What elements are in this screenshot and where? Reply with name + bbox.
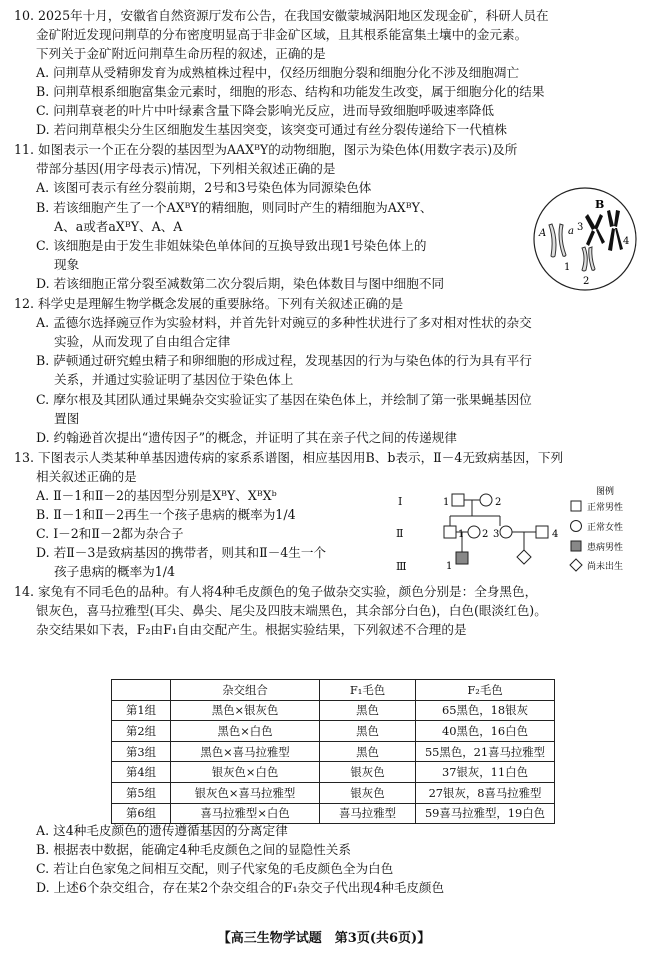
table-cell: 第2组 bbox=[112, 721, 171, 742]
pedigree-II3-female bbox=[500, 526, 512, 538]
table-cell: 37银灰，11白色 bbox=[416, 762, 555, 783]
table-cell: 黑色 bbox=[320, 741, 416, 762]
cell-outline bbox=[534, 188, 636, 290]
q12-option-a-line2: 实验，从而发现了自由组合定律 bbox=[54, 334, 231, 349]
table-cell: 黑色 bbox=[320, 721, 416, 742]
table-cell: 黑色×银灰色 bbox=[171, 700, 320, 721]
q12-option-b-line2: 关系，并通过实验证明了基因位于染色体上 bbox=[54, 372, 294, 387]
table-cell: 第4组 bbox=[112, 762, 171, 783]
q14-option-d: D. 上述6个杂交组合，存在某2个杂交组合的F₁杂交子代出现4种毛皮颜色 bbox=[36, 880, 445, 895]
pedigree-num-III1: 1 bbox=[446, 561, 453, 572]
q13-option-d-line1: D. 若Ⅱ－3是致病基因的携带者，则其和Ⅱ－4生一个 bbox=[36, 545, 327, 560]
legend-affected-symbol bbox=[571, 541, 581, 551]
table-cell: 27银灰，8喜马拉雅型 bbox=[416, 782, 555, 803]
q12-option-a-line1: A. 孟德尔选择豌豆作为实验材料，并首先针对豌豆的多种性状进行了多对相对性状的杂交 bbox=[36, 315, 532, 330]
q11-option-c-line2: 现象 bbox=[54, 257, 80, 272]
q11-stem-line2: 带部分基因(用字母表示)情况，下列相关叙述正确的是 bbox=[36, 161, 336, 176]
q10-option-a: A. 问荆草从受精卵发育为成熟植株过程中，仅经历细胞分裂和细胞分化不涉及细胞凋亡 bbox=[36, 65, 520, 80]
q13-option-b: B. Ⅱ－1和Ⅱ－2再生一个孩子患病的概率为1/4 bbox=[36, 507, 296, 522]
gene-label-A: A bbox=[539, 228, 547, 239]
q13-option-d-line2: 孩子患病的概率为1/4 bbox=[54, 564, 176, 579]
table-row bbox=[112, 762, 555, 783]
table-cell: 65黑色，18银灰 bbox=[416, 700, 555, 721]
table-cell: 喜马拉雅型×白色 bbox=[171, 803, 320, 824]
table-header-cell bbox=[112, 680, 171, 701]
q12-option-b-line1: B. 萨顿通过研究蝗虫精子和卵细胞的形成过程，发现基因的行为与染色体的行为具有平行 bbox=[36, 353, 532, 368]
pedigree-num-II2: 2 bbox=[482, 529, 489, 540]
pedigree-III1-affected-male bbox=[456, 552, 468, 564]
q14-stem-line2: 银灰色，喜马拉雅型(耳尖、鼻尖、尾尖及四肢末端黑色，其余部分白色)，白色(眼淡红色)。 bbox=[36, 603, 547, 618]
generation-label-3: Ⅲ bbox=[396, 560, 407, 573]
chromosome-number-3: 3 bbox=[577, 222, 584, 233]
legend-title: 图例 bbox=[596, 487, 615, 497]
table-cell: 银灰色×喜马拉雅型 bbox=[171, 782, 320, 803]
q11-option-b-line2: A、a或者aXᴮY、A、A bbox=[54, 219, 183, 234]
legend-unborn-symbol bbox=[570, 559, 582, 571]
table-header-cell: F₂毛色 bbox=[416, 680, 555, 701]
q11-option-c-line1: C. 该细胞是由于发生非姐妹染色单体间的互换导致出现1号染色体上的 bbox=[36, 238, 427, 253]
generation-label-1: Ⅰ bbox=[398, 495, 403, 508]
pedigree-num-II1: 1 bbox=[458, 529, 465, 540]
table-header-row bbox=[112, 680, 555, 701]
table-row bbox=[112, 721, 555, 742]
q14-stem-line3: 杂交结果如下表，F₂由F₁自由交配产生。根据实验结果，下列叙述不合理的是 bbox=[36, 622, 467, 637]
q10-option-d: D. 若问荆草根尖分生区细胞发生基因突变，该突变可通过有丝分裂传递给下一代植株 bbox=[36, 122, 508, 137]
pedigree-chart bbox=[396, 486, 642, 578]
table-cell: 55黑色，21喜马拉雅型 bbox=[416, 741, 555, 762]
q10-stem-line2: 金矿附近发现问荆草的分布密度明显高于非金矿区域，且其根系能富集土壤中的金元素。 bbox=[36, 27, 528, 42]
pedigree-num-II4: 4 bbox=[552, 529, 559, 540]
q13-stem-line2: 相关叙述正确的是 bbox=[36, 469, 137, 484]
cross-results-table bbox=[111, 679, 555, 824]
q12-option-d: D. 约翰逊首次提出“遗传因子”的概念，并证明了其在亲子代之间的传递规律 bbox=[36, 430, 457, 445]
table-cell: 银灰色 bbox=[320, 762, 416, 783]
table-row bbox=[112, 741, 555, 762]
page-footer: 【高三生物学试题 第3页(共6页)】 bbox=[217, 931, 431, 946]
generation-label-2: Ⅱ bbox=[396, 527, 404, 540]
legend-unborn: 尚未出生 bbox=[587, 562, 624, 572]
q10-option-c: C. 问荆草衰老的叶片中叶绿素含量下降会影响光反应，进而导致细胞呼吸速率降低 bbox=[36, 103, 494, 118]
table-cell: 黑色×白色 bbox=[171, 721, 320, 742]
pedigree-I2-female bbox=[480, 494, 492, 506]
legend-normal-male: 正常男性 bbox=[587, 503, 624, 513]
legend-affected-male: 患病男性 bbox=[587, 543, 624, 553]
q14-option-a: A. 这4种毛皮颜色的遗传遵循基因的分离定律 bbox=[36, 823, 288, 838]
legend-male-symbol bbox=[571, 501, 581, 511]
table-cell: 喜马拉雅型 bbox=[320, 803, 416, 824]
pedigree-num-I1: 1 bbox=[443, 497, 450, 508]
table-header-cell: F₁毛色 bbox=[320, 680, 416, 701]
q13-stem-line1: 13. 下图表示人类某种单基因遗传病的家系系谱图，相应基因用B、b表示，Ⅱ－4无致病基因，下列 bbox=[14, 450, 564, 465]
table-cell: 59喜马拉雅型，19白色 bbox=[416, 803, 555, 824]
pedigree-II2-female bbox=[468, 526, 480, 538]
q14-option-c: C. 若让白色家兔之间相互交配，则子代家兔的毛皮颜色全为白色 bbox=[36, 861, 394, 876]
pedigree-num-II3: 3 bbox=[493, 529, 500, 540]
table-row bbox=[112, 782, 555, 803]
table-cell: 第1组 bbox=[112, 700, 171, 721]
table-cell: 黑色 bbox=[320, 700, 416, 721]
q10-stem-line3: 下列关于金矿附近问荆草生命历程的叙述，正确的是 bbox=[36, 46, 326, 61]
table-cell: 第5组 bbox=[112, 782, 171, 803]
chromosome-number-1: 1 bbox=[564, 262, 571, 273]
q10-stem-line1: 10. 2025年十月，安徽省自然资源厅发布公告，在我国安徽蒙城涡阳地区发现金矿，科研人员在 bbox=[14, 8, 549, 23]
q10-option-b: B. 问荆草根系细胞富集金元素时，细胞的形态、结构和功能发生改变，属于细胞分化的结果 bbox=[36, 84, 545, 99]
table-row bbox=[112, 803, 555, 824]
q13-option-a: A. Ⅱ－1和Ⅱ－2的基因型分别是XᴮY、XᴮXᵇ bbox=[36, 488, 277, 503]
q11-option-d: D. 若该细胞正常分裂至减数第二次分裂后期，染色体数目与图中细胞不同 bbox=[36, 276, 445, 291]
pedigree-II4-male bbox=[536, 526, 548, 538]
q12-option-c-line2: 置图 bbox=[54, 411, 80, 426]
table-cell: 黑色×喜马拉雅型 bbox=[171, 741, 320, 762]
legend-female-symbol bbox=[571, 521, 582, 532]
q12-stem: 12. 科学史是理解生物学概念发展的重要脉络。下列有关叙述正确的是 bbox=[14, 296, 404, 311]
chromosome-number-4: 4 bbox=[623, 236, 630, 247]
cell-division-figure bbox=[530, 184, 640, 294]
table-header-cell: 杂交组合 bbox=[171, 680, 320, 701]
pedigree-num-I2: 2 bbox=[495, 497, 502, 508]
pedigree-II1-male bbox=[444, 526, 456, 538]
legend-normal-female: 正常女性 bbox=[587, 523, 624, 533]
pedigree-I1-male bbox=[452, 494, 464, 506]
chromosome-number-2: 2 bbox=[583, 276, 590, 287]
q11-stem-line1: 11. 如图表示一个正在分裂的基因型为AAXᴮY的动物细胞，图示为染色体(用数字表示)及所 bbox=[14, 142, 518, 157]
q14-stem-line1: 14. 家兔有不同毛色的品种。有人将4种毛皮颜色的兔子做杂交实验，颜色分别是：全身黑色， bbox=[14, 584, 538, 599]
table-cell: 第3组 bbox=[112, 741, 171, 762]
table-cell: 银灰色×白色 bbox=[171, 762, 320, 783]
pedigree-III-unborn bbox=[517, 550, 531, 564]
q11-option-a: A. 该图可表示有丝分裂前期，2号和3号染色体为同源染色体 bbox=[36, 180, 372, 195]
table-cell: 第6组 bbox=[112, 803, 171, 824]
gene-label-a: a bbox=[568, 226, 574, 237]
q11-option-b-line1: B. 若该细胞产生了一个AXᴮY的精细胞，则同时产生的精细胞为AXᴮY、 bbox=[36, 200, 433, 215]
table-cell: 40黑色，16白色 bbox=[416, 721, 555, 742]
q14-option-b: B. 根据表中数据，能确定4种毛皮颜色之间的显隐性关系 bbox=[36, 842, 351, 857]
table-row bbox=[112, 700, 555, 721]
table-cell: 银灰色 bbox=[320, 782, 416, 803]
q12-option-c-line1: C. 摩尔根及其团队通过果蝇杂交实验证实了基因在染色体上，并绘制了第一张果蝇基因位 bbox=[36, 392, 532, 407]
gene-label-B: B bbox=[595, 198, 605, 211]
q13-option-c: C. Ⅰ－2和Ⅱ－2都为杂合子 bbox=[36, 526, 184, 541]
